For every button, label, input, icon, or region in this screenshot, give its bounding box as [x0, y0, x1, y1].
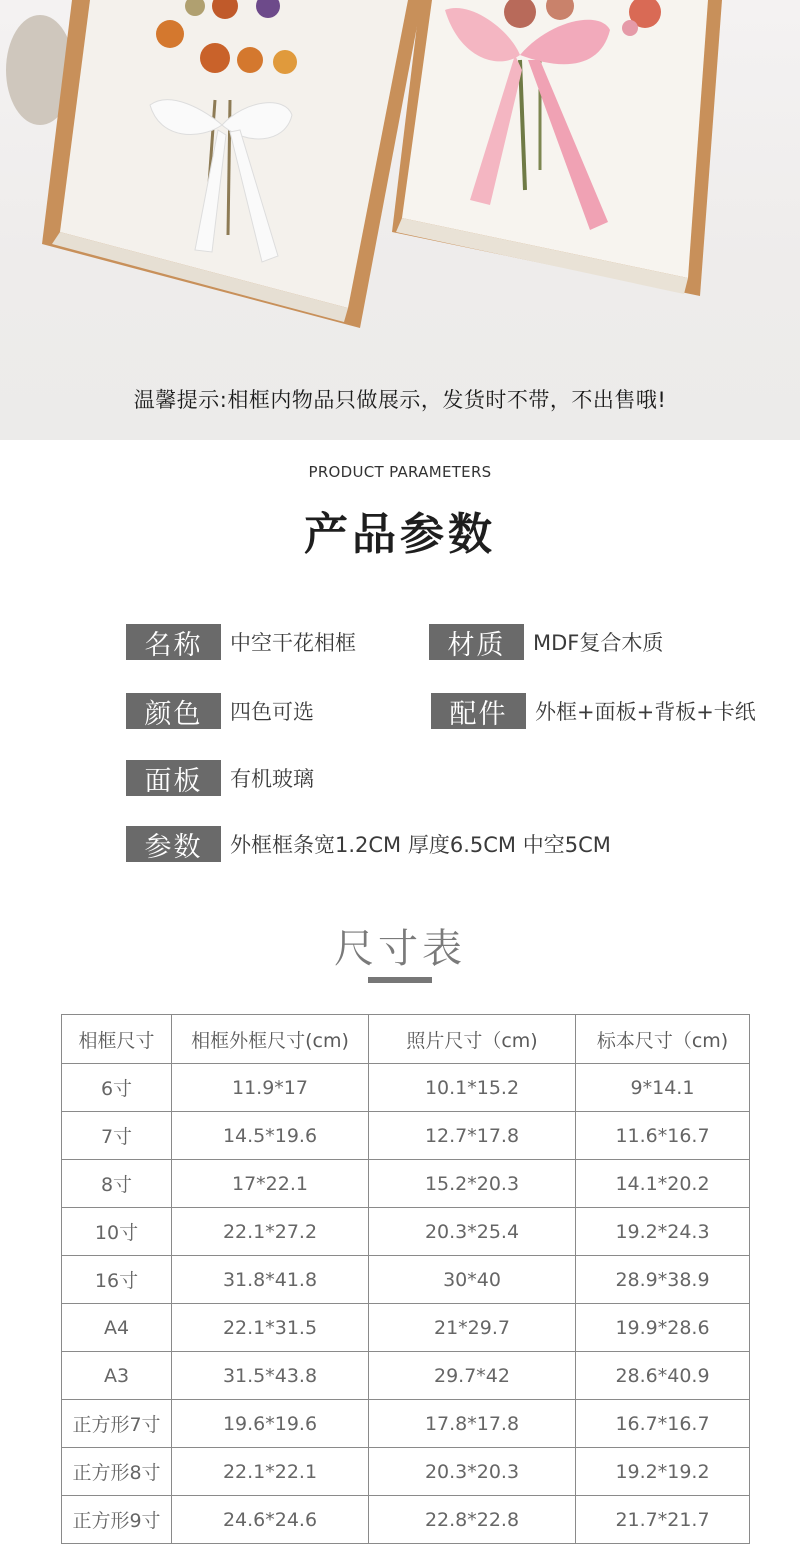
- col-outer-size: 相框外框尺寸(cm): [172, 1015, 369, 1064]
- frames-illustration: [0, 0, 800, 440]
- cell-frame-size: 8寸: [62, 1160, 172, 1208]
- table-row: [62, 1448, 750, 1496]
- cell-outer-size: 22.1*31.5: [172, 1304, 369, 1352]
- title-underline: [368, 977, 432, 983]
- cell-photo-size: 10.1*15.2: [369, 1064, 576, 1112]
- table-row: [62, 1208, 750, 1256]
- param-material: [429, 624, 663, 660]
- cell-specimen-size: 16.7*16.7: [576, 1400, 750, 1448]
- param-value: 有机玻璃: [230, 767, 314, 791]
- cell-outer-size: 24.6*24.6: [172, 1496, 369, 1544]
- hero-photo: [0, 0, 800, 440]
- param-name: [126, 624, 356, 660]
- cell-photo-size: 21*29.7: [369, 1304, 576, 1352]
- cell-photo-size: 12.7*17.8: [369, 1112, 576, 1160]
- cell-frame-size: 正方形7寸: [62, 1400, 172, 1448]
- param-label: 参数: [126, 826, 221, 862]
- cell-frame-size: 16寸: [62, 1256, 172, 1304]
- size-table-title: 尺寸表: [334, 926, 466, 972]
- cell-photo-size: 17.8*17.8: [369, 1400, 576, 1448]
- cell-frame-size: 6寸: [62, 1064, 172, 1112]
- table-row: [62, 1304, 750, 1352]
- param-specs: [126, 826, 611, 862]
- cell-photo-size: 30*40: [369, 1256, 576, 1304]
- param-label: 材质: [429, 624, 524, 660]
- cell-specimen-size: 28.9*38.9: [576, 1256, 750, 1304]
- table-header-row: [62, 1015, 750, 1064]
- cell-specimen-size: 21.7*21.7: [576, 1496, 750, 1544]
- display-only-notice: 温馨提示:相框内物品只做展示，发货时不带，不出售哦!: [133, 388, 667, 412]
- table-row: [62, 1400, 750, 1448]
- param-value: 外框框条宽1.2CM 厚度6.5CM 中空5CM: [230, 833, 611, 857]
- cell-outer-size: 31.8*41.8: [172, 1256, 369, 1304]
- param-value: 四色可选: [230, 700, 314, 724]
- table-row: [62, 1160, 750, 1208]
- cell-outer-size: 19.6*19.6: [172, 1400, 369, 1448]
- cell-outer-size: 22.1*22.1: [172, 1448, 369, 1496]
- cell-specimen-size: 11.6*16.7: [576, 1112, 750, 1160]
- cell-frame-size: A3: [62, 1352, 172, 1400]
- cell-outer-size: 17*22.1: [172, 1160, 369, 1208]
- table-row: [62, 1496, 750, 1544]
- cell-frame-size: A4: [62, 1304, 172, 1352]
- cell-frame-size: 正方形8寸: [62, 1448, 172, 1496]
- param-label: 颜色: [126, 693, 221, 729]
- cell-frame-size: 10寸: [62, 1208, 172, 1256]
- table-row: [62, 1256, 750, 1304]
- cell-specimen-size: 19.2*19.2: [576, 1448, 750, 1496]
- frame-right: [392, 0, 722, 296]
- param-panel: [126, 760, 314, 796]
- param-label: 名称: [126, 624, 221, 660]
- table-row: [62, 1064, 750, 1112]
- params-en-title: PRODUCT PARAMETERS: [308, 463, 492, 481]
- table-row: [62, 1112, 750, 1160]
- cell-photo-size: 20.3*25.4: [369, 1208, 576, 1256]
- cell-specimen-size: 9*14.1: [576, 1064, 750, 1112]
- cell-frame-size: 正方形9寸: [62, 1496, 172, 1544]
- param-label: 面板: [126, 760, 221, 796]
- cell-outer-size: 31.5*43.8: [172, 1352, 369, 1400]
- col-photo-size: 照片尺寸（cm): [369, 1015, 576, 1064]
- cell-photo-size: 22.8*22.8: [369, 1496, 576, 1544]
- param-value: 中空干花相框: [230, 631, 356, 655]
- frame-left: [42, 0, 422, 328]
- param-value: 外框+面板+背板+卡纸: [535, 700, 756, 724]
- cell-frame-size: 7寸: [62, 1112, 172, 1160]
- param-color: [126, 693, 314, 729]
- cell-photo-size: 15.2*20.3: [369, 1160, 576, 1208]
- param-value: MDF复合木质: [533, 631, 664, 655]
- cell-outer-size: 14.5*19.6: [172, 1112, 369, 1160]
- col-frame-size: 相框尺寸: [62, 1015, 172, 1064]
- params-cn-title: 产品参数: [304, 509, 496, 560]
- cell-specimen-size: 19.9*28.6: [576, 1304, 750, 1352]
- param-label: 配件: [431, 693, 526, 729]
- cell-specimen-size: 19.2*24.3: [576, 1208, 750, 1256]
- cell-photo-size: 29.7*42: [369, 1352, 576, 1400]
- cell-specimen-size: 28.6*40.9: [576, 1352, 750, 1400]
- size-table: [61, 1014, 750, 1544]
- cell-photo-size: 20.3*20.3: [369, 1448, 576, 1496]
- cell-outer-size: 11.9*17: [172, 1064, 369, 1112]
- table-row: [62, 1352, 750, 1400]
- cell-outer-size: 22.1*27.2: [172, 1208, 369, 1256]
- cell-specimen-size: 14.1*20.2: [576, 1160, 750, 1208]
- param-accessories: [431, 693, 756, 729]
- col-specimen-size: 标本尺寸（cm): [576, 1015, 750, 1064]
